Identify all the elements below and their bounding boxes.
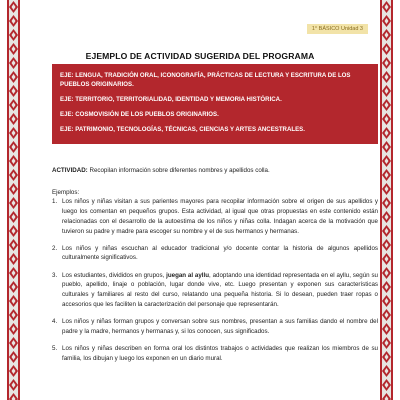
- page-title: EJEMPLO DE ACTIVIDAD SUGERIDA DEL PROGRAMA: [85, 51, 315, 61]
- examples-label: Ejemplos:: [52, 188, 80, 196]
- item-number: 5.: [52, 344, 58, 352]
- axis-line: EJE: COSMOVISIÓN DE LOS PUEBLOS ORIGINARIOS.: [60, 111, 219, 119]
- axis-line: EJE: PATRIMONIO, TECNOLOGÍAS, TÉCNICAS, CIENCIAS Y ARTES ANCESTRALES.: [60, 126, 305, 134]
- item-number: 1.: [52, 198, 58, 206]
- axis-line: PUEBLOS ORIGINARIOS.: [60, 81, 134, 89]
- item-text: Los estudiantes, divididos en grupos, juegan al ayllu, adoptando una identidad representada en el ayllu, según su pueblo, apellido, linaje o población, lugar donde vive, etc. Luego presentan y exponen sus características culturales y familiares al resto del curso, relatando una pequeña historia. Si lo desean, pueden traer ropas o accesorios que les faciliten la caracterización del personaje que representarán.: [62, 271, 378, 308]
- item-text: Los niños y niñas describen en forma oral los distintos trabajos o actividades que realizan los miembros de su familia, los dibujan y luego los exponen en un diario mural.: [62, 344, 378, 362]
- item-text: Los niños y niñas visitan a sus parientes mayores para recopilar información sobre el origen de sus apellidos y luego los comentan en pequeños grupos. Esta actividad, al igual que otras propuestas en este contenido están relacionadas con el desarrollo de la autoestima de los niños y niñas colla. Indagan acerca de la motivación que tuvieron su padre y madre para escoger su nombre y el de sus hermanos y hermanas.: [62, 198, 378, 235]
- list-item: [52, 244, 378, 263]
- right-woven-border: [380, 0, 393, 400]
- left-woven-border: [7, 0, 20, 400]
- examples-list: [52, 197, 378, 363]
- list-item: [52, 197, 378, 236]
- activity-content: [52, 166, 378, 371]
- axes-box: [52, 64, 378, 144]
- list-item: [52, 344, 378, 363]
- item-number: 2.: [52, 244, 58, 252]
- grade-unit-badge: 1° BÁSICO Unidad 3: [307, 24, 368, 34]
- activity-statement: [52, 166, 378, 176]
- axis-line: EJE: TERRITORIO, TERRITORIALIDAD, IDENTIDAD Y MEMORIA HISTÓRICA.: [60, 96, 282, 104]
- list-item: [52, 317, 378, 336]
- activity-label: ACTIVIDAD:: [52, 167, 88, 174]
- item-number: 3.: [52, 271, 58, 279]
- axis-line: EJE: LENGUA, TRADICIÓN ORAL, ICONOGRAFÍA, PRÁCTICAS DE LECTURA Y ESCRITURA DE LOS: [60, 72, 351, 79]
- item-text: Los niños y niñas forman grupos y conversan sobre sus nombres, presentan a sus familias dando el nombre del padre y la madre, hermanos y hermanas y, si los conocen, sus significados.: [62, 317, 378, 335]
- item-number: 4.: [52, 317, 58, 325]
- axis-entry: [60, 71, 370, 90]
- list-item: [52, 271, 378, 310]
- item-text: Los niños y niñas escuchan al educador tradicional y/o docente contar la historia de algunos apellidos culturalmente significativos.: [62, 244, 378, 262]
- activity-text: Recopilan información sobre diferentes nombres y apellidos colla.: [87, 167, 270, 174]
